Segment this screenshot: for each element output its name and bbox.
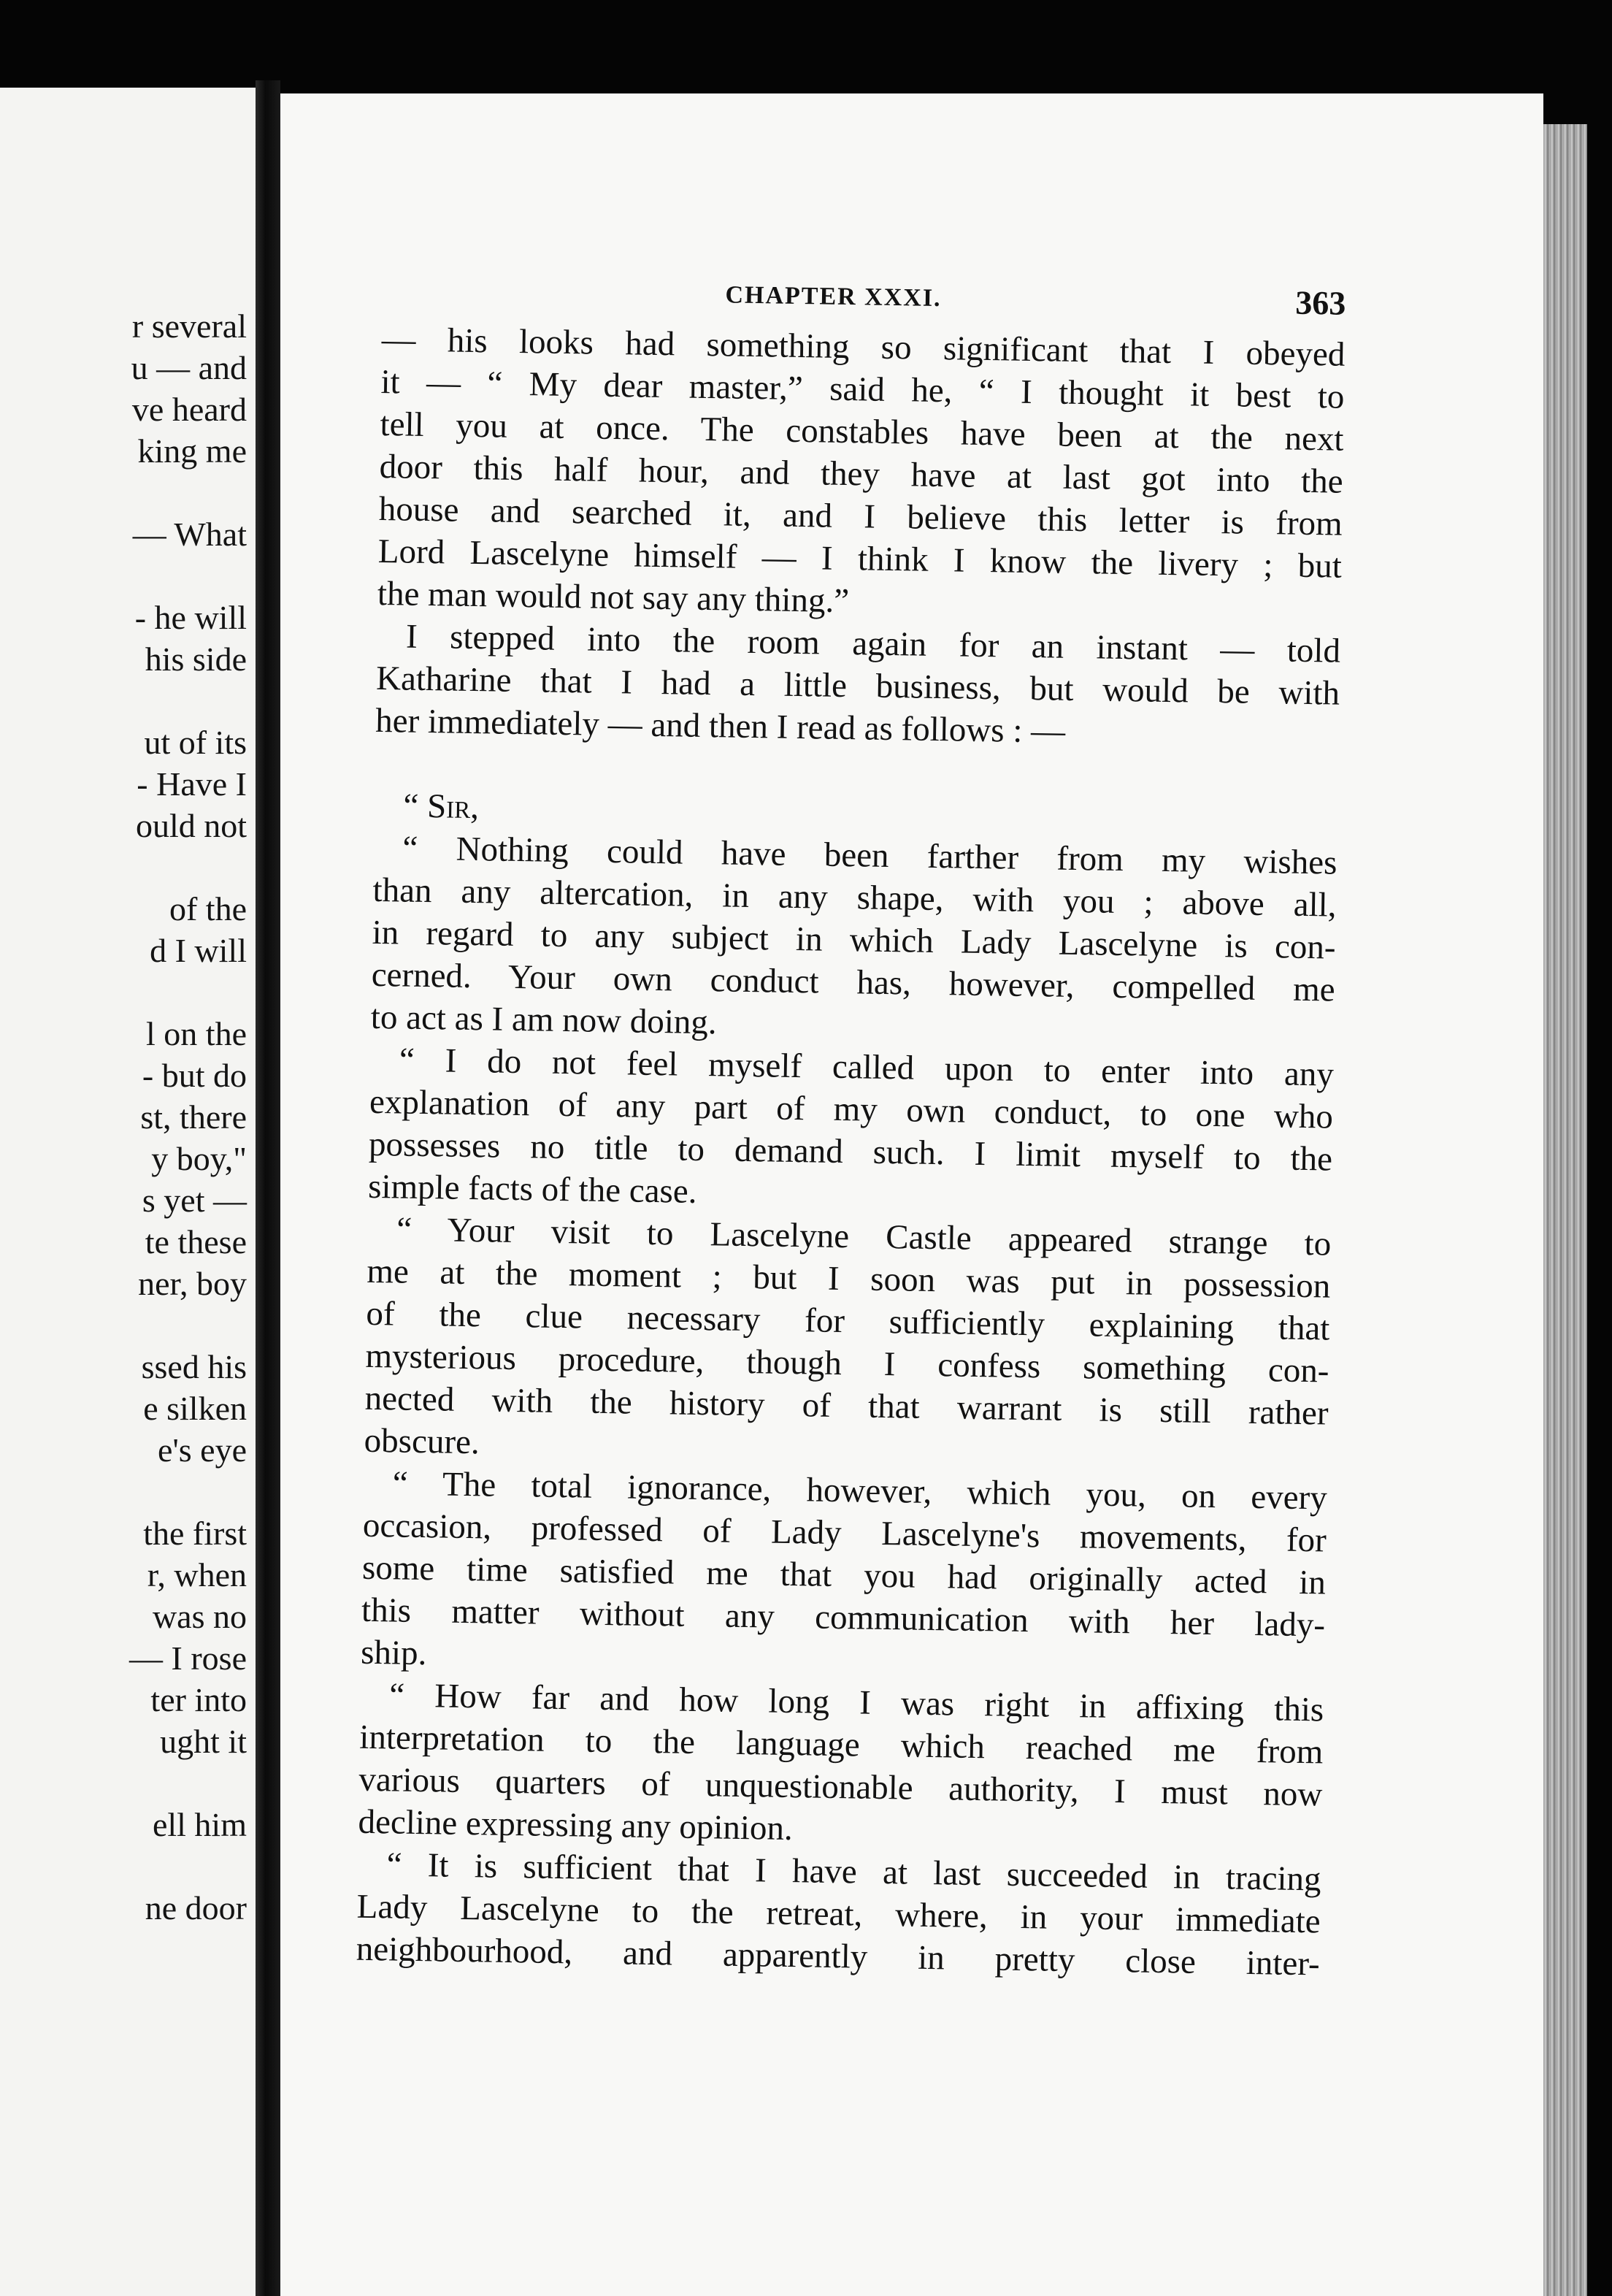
text-line: ship. [360,1633,427,1673]
text-line: it — “ My dear master,” said he, “ I thought it best to [380,362,1345,416]
text-line: of the clue necessary for sufficiently explaining that [366,1294,1330,1348]
text-line: I stepped into the room again for an instant — told [405,617,1341,670]
left-page-line: - but do [142,1057,247,1094]
left-page-line: d I will [150,932,247,969]
text-line: decline expressing any opinion. [358,1802,794,1848]
page-edges [1543,124,1587,2296]
text-line: possesses no title to demand such. I limit myself to the [368,1125,1333,1179]
text-line: house and searched it, and I believe this letter is from [378,489,1343,543]
text-line: some time satisfied me that you had originally acted in [361,1548,1327,1602]
page-text-block [356,269,1346,1985]
text-line: explanation of any part of my own conduct, to one who [369,1082,1334,1136]
left-page-line: r, when [147,1556,247,1593]
left-page-line: ne door [145,1889,247,1926]
text-line: “ I do not feel myself called upon to enter into any [399,1041,1335,1094]
text-line: neighbourhood, and apparently in pretty close inter- [356,1929,1321,1983]
left-page-line: u — and [131,349,247,386]
left-page-line: the first [143,1515,247,1552]
left-page-line: ould not [135,807,247,844]
left-page-line: ssed his [141,1348,247,1385]
text-line: in regard to any subject in which Lady Lascelyne is con- [372,913,1336,967]
left-page-line: — I rose [129,1639,247,1677]
text-line: mysterious procedure, though I confess something con- [365,1336,1329,1390]
text-line: occasion, professed of Lady Lascelyne's movements, for [362,1506,1327,1560]
text-line: “ The total ignorance, however, which you, on every [392,1464,1328,1518]
left-page-text [110,88,256,2296]
left-page-line: te these [145,1223,247,1260]
left-page-line: ter into [150,1681,247,1718]
right-page [280,93,1543,2296]
left-page-line: ught it [160,1723,247,1760]
text-line: door this half hour, and they have at last got into the [379,447,1343,501]
text-line: “ It is sufficient that I have at last succeeded in tracing [386,1845,1321,1899]
left-page-line: his side [145,640,247,678]
text-line: “ Your visit to Lascelyne Castle appeared strange to [396,1210,1332,1263]
body-text [356,318,1345,1985]
left-page-line: l on the [146,1015,247,1052]
page-number: 363 [1295,283,1346,322]
left-page-line: ut of its [144,724,247,761]
letter-salutation: “ Sir, [403,787,480,827]
text-line: cerned. Your own conduct has, however, compelled me [371,955,1336,1009]
text-line: Lord Lascelyne himself — I think I know the livery ; but [377,532,1343,586]
chapter-title: CHAPTER XXXI. [725,281,942,313]
text-line: interpretation to the language which reached me from [359,1718,1324,1772]
text-line: various quarters of unquestionable authority, I must now [358,1760,1323,1814]
text-line: her immediately — and then I read as follows : — [375,701,1066,751]
text-line: Katharine that I had a little business, but would be with [375,659,1340,713]
text-line: simple facts of the case. [367,1167,697,1211]
left-page-line: st, there [140,1098,247,1136]
left-page-line: was no [152,1598,247,1635]
left-page-line: s yet — [142,1182,247,1219]
text-line: “ How far and how long I was right in affixing this [388,1676,1324,1729]
text-line: tell you at once. The constables have been at the next [380,405,1344,459]
left-page-line: ner, boy [138,1265,247,1302]
left-page-line: e silken [143,1390,247,1427]
left-page [0,88,256,2296]
left-page-line: king me [137,432,247,470]
left-page-line: of the [169,890,247,927]
text-line: the man would not say any thing.” [377,574,850,621]
book-gutter [256,80,280,2296]
text-line: me at the moment ; but I soon was put in possession [366,1252,1331,1306]
left-page-line: e's eye [158,1431,247,1469]
text-line: this matter without any communication with her lady- [361,1591,1326,1645]
text-line: Lady Lascelyne to the retreat, where, in your immediate [356,1887,1321,1941]
left-page-line: — What [132,516,247,553]
text-line: than any altercation, in any shape, with you ; above all, [372,870,1337,925]
text-line: “ Nothing could have been farther from my wishes [402,829,1337,882]
text-line: nected with the history of that warrant is still rather [364,1379,1329,1433]
text-line: — his looks had something so significant that I obeyed [381,320,1346,374]
text-line: to act as I am now doing. [370,998,718,1042]
left-page-line: ve heard [131,391,247,428]
left-page-line: - he will [134,599,247,636]
text-line: obscure. [364,1421,480,1462]
left-page-line: r several [131,307,247,345]
left-page-line: y boy," [151,1140,247,1177]
left-page-line: - Have I [137,765,247,803]
left-page-line: ell him [152,1806,247,1843]
